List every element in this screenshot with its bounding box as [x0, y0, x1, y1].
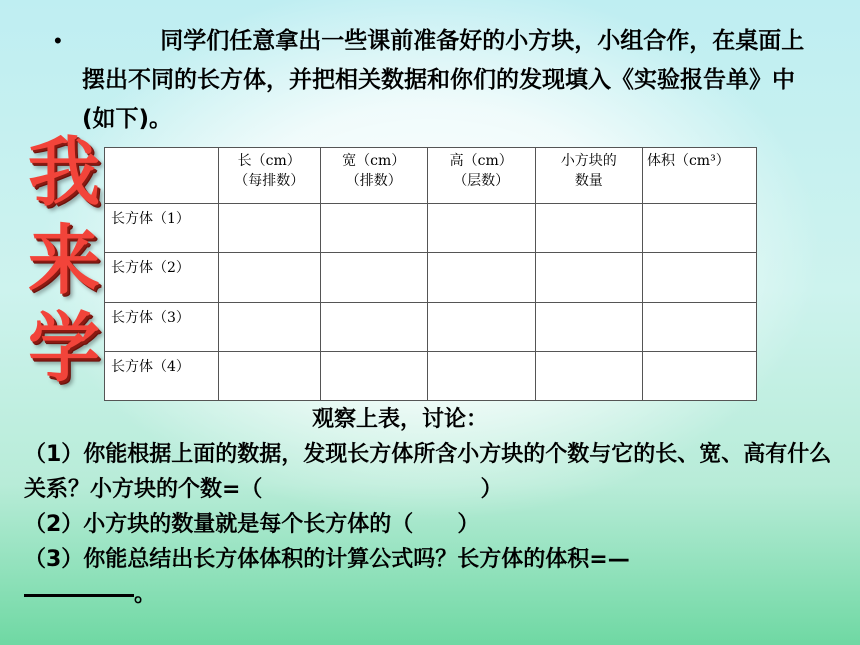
discussion-title: 观察上表，讨论： [312, 407, 489, 432]
table-cell [320, 302, 427, 351]
table-cell [642, 351, 756, 400]
question-2-end: ） [457, 512, 480, 537]
question-1-end: ） [480, 477, 503, 502]
header-cube-count-line1: 小方块的 [560, 153, 617, 169]
question-2 [24, 507, 834, 542]
table-cell [535, 253, 642, 302]
header-volume [642, 148, 756, 204]
header-length [218, 148, 320, 204]
header-width-line1: 宽（cm） [342, 153, 406, 169]
table-cell [320, 253, 427, 302]
header-height-line2: （层数） [453, 173, 510, 189]
table-cell [218, 351, 320, 400]
side-title-char-2: 来 [27, 214, 100, 305]
header-volume-line1: 体积（cm³） [646, 153, 730, 169]
table-row [105, 302, 757, 351]
side-title-char-1: 我 [27, 126, 100, 217]
table-cell [642, 302, 756, 351]
question-1 [24, 437, 834, 507]
question-3-end: 。 [134, 582, 157, 607]
header-length-line2: （每排数） [234, 173, 305, 189]
header-length-line1: 长（cm） [237, 153, 301, 169]
table-cell [535, 351, 642, 400]
header-height-line1: 高（cm） [449, 153, 513, 169]
header-cube-count-line2: 数量 [574, 173, 603, 189]
table-cell [218, 302, 320, 351]
row-label: 长方体（1） [105, 204, 219, 253]
question-3-text: （3）你能总结出长方体体积的计算公式吗？长方体的体积=— [24, 547, 630, 572]
intro-paragraph: 同学们任意拿出一些课前准备好的小方块，小组合作，在桌面上摆出不同的长方体，并把相关数据和你们的发现填入《实验报告单》中(如下)。 [82, 28, 805, 132]
table-cell [535, 204, 642, 253]
table-cell [320, 204, 427, 253]
experiment-report-table [104, 147, 757, 401]
question-2-text: （2）小方块的数量就是每个长方体的（ [24, 512, 414, 537]
header-width-line2: （排数） [345, 173, 402, 189]
row-label: 长方体（4） [105, 351, 219, 400]
header-width [320, 148, 427, 204]
table-cell [642, 253, 756, 302]
table-cell [642, 204, 756, 253]
row-label: 长方体（3） [105, 302, 219, 351]
bullet: • [54, 28, 62, 53]
table-cell [320, 351, 427, 400]
question-3 [24, 542, 834, 612]
table-cell [427, 302, 535, 351]
question-1-text: （1）你能根据上面的数据，发现长方体所含小方块的个数与它的长、宽、高有什么关系？小方块的个数=（ [24, 442, 832, 502]
table-cell [535, 302, 642, 351]
table-row [105, 351, 757, 400]
table-cell [218, 253, 320, 302]
table-row [105, 204, 757, 253]
header-height [427, 148, 535, 204]
table-cell [218, 204, 320, 253]
table-row [105, 253, 757, 302]
answer-line-3 [24, 594, 134, 597]
table-cell [427, 204, 535, 253]
side-title [22, 128, 106, 392]
header-empty [105, 148, 219, 204]
table-cell [427, 253, 535, 302]
table-cell [427, 351, 535, 400]
row-label: 长方体（2） [105, 253, 219, 302]
side-title-char-3: 学 [27, 302, 100, 393]
header-cube-count [535, 148, 642, 204]
table-header-row [105, 148, 757, 204]
